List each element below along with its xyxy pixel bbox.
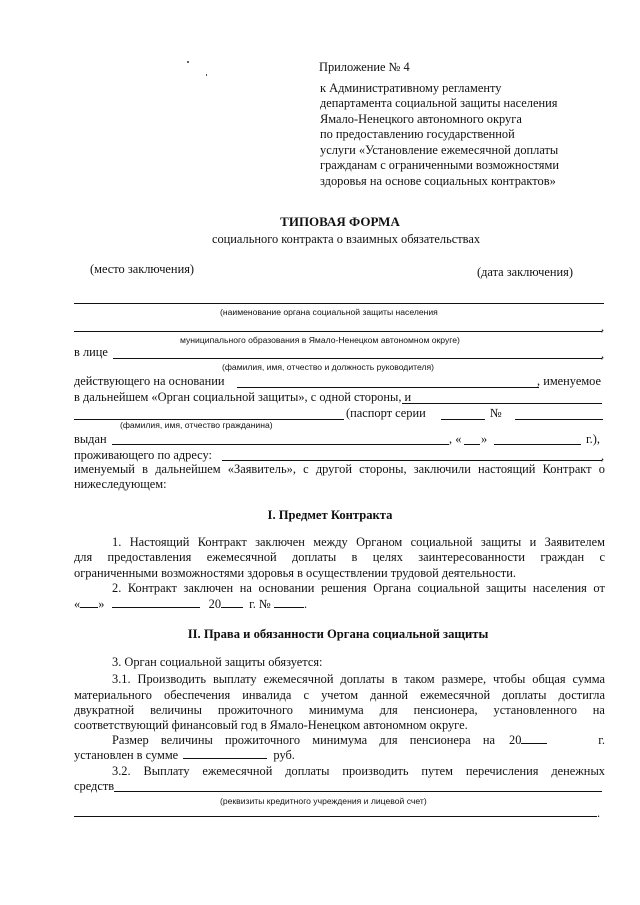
section-1-p1-line2: для предоставления ежемесячной доплаты в целях заинтересованности граждан с — [74, 550, 605, 564]
issued-day-line — [464, 444, 480, 445]
scan-speck — [187, 61, 189, 63]
section-1-p2-line1: 2. Контракт заключен на основании решения Органа социальной защиты населения от — [112, 581, 605, 595]
passport-number-line — [515, 419, 603, 420]
appendix-line: по предоставлению государственной — [320, 127, 515, 141]
acting-on-label: действующего на основании — [74, 374, 225, 388]
issued-date-open: , « — [449, 432, 462, 446]
hereinafter-label: , именуемое — [537, 374, 602, 388]
citizen-caption: (фамилия, имя, отчество гражданина) — [120, 420, 273, 430]
section-1-p2-line2: « » 20 г. № . — [74, 597, 308, 611]
comma: , — [601, 449, 605, 463]
section-2-title: II. Права и обязанности Органа социальной защиты — [187, 627, 489, 641]
appendix-line: Ямало-Ненецкого автономного округа — [320, 111, 522, 126]
section-1-p1-line3: ограниченными возможностями здоровья в осуществлении трудовой деятельности. — [74, 566, 516, 580]
place-label: (место заключения) — [90, 262, 195, 276]
form-title: ТИПОВАЯ ФОРМА — [280, 214, 400, 229]
amount-blank — [183, 748, 267, 759]
issued-by-line — [112, 444, 449, 445]
municipal-caption: муниципального образования в Ямало-Ненецком автономном округе) — [180, 335, 460, 345]
decision-number-blank — [274, 597, 304, 608]
subsistence-year-blank — [521, 733, 547, 744]
passport-series-line — [441, 419, 485, 420]
appendix-block — [320, 60, 559, 189]
section-1-title: I. Предмет Контракта — [267, 508, 393, 522]
appendix-line: к Административному регламенту — [320, 80, 502, 95]
comma: , — [601, 320, 605, 334]
issued-label: выдан — [74, 432, 107, 446]
section-2-p31-line4: соответствующий финансовый год в Ямало-Ненецком автономном округе. — [74, 718, 468, 732]
section-2-p31-line3: двукратной величины прожиточного минимума для пенсионера, установленного на — [74, 703, 605, 717]
organ-name-line — [74, 303, 604, 304]
appendix-line: здоровья на основе социальных контрактов» — [320, 173, 556, 188]
decision-month-blank — [112, 597, 200, 608]
decision-day-blank — [80, 597, 98, 608]
basis-line — [237, 387, 539, 388]
passport-label: (паспорт серии — [346, 406, 426, 420]
issued-date-close: » — [481, 432, 488, 446]
head-caption: (фамилия, имя, отчество и должность руководителя) — [222, 362, 434, 372]
subsistence-amount-line: установлен в сумме руб. — [74, 748, 295, 762]
below-text: нижеследующем: — [74, 477, 167, 491]
party-one-text: в дальнейшем «Орган социальной защиты», с одной стороны, и — [74, 390, 412, 404]
passport-no-label: № — [490, 406, 502, 420]
bank-details-caption: (реквизиты кредитного учреждения и лицевой счет) — [220, 796, 427, 806]
section-2-p31-line1: 3.1. Производить выплату ежемесячной доплаты в таком размере, чтобы общая сумма — [112, 672, 605, 686]
issued-year-label: г.), — [586, 432, 601, 446]
in-person-label: в лице — [74, 345, 108, 359]
subsistence-size-line: Размер величины прожиточного минимума для пенсионера на 20 г. — [112, 733, 605, 747]
account-line-end: . — [597, 806, 601, 820]
address-line — [222, 460, 602, 461]
account-line — [74, 816, 597, 817]
section-1-p1-line1: 1. Настоящий Контракт заключен между Органом социальной защиты и Заявителем — [112, 535, 605, 549]
section-2-p3: 3. Орган социальной защиты обязуется: — [112, 655, 323, 669]
municipal-line — [74, 331, 602, 332]
comma: , — [601, 347, 605, 361]
form-subtitle: социального контракта о взаимных обязательствах — [211, 232, 481, 246]
appendix-line: гражданам с ограниченными возможностями — [320, 158, 559, 172]
funds-label: средств — [74, 779, 115, 793]
residing-label: проживающего по адресу: — [74, 448, 212, 462]
organ-name-caption: (наименование органа социальной защиты населения — [220, 307, 438, 317]
section-2-p31-line2: материального обеспечения инвалида с учетом данной ежемесячной доплаты достигла — [74, 688, 605, 702]
head-name-line — [113, 358, 602, 359]
bank-details-line — [114, 791, 602, 792]
scan-speck — [206, 74, 207, 76]
citizen-line-1 — [402, 403, 602, 404]
appendix-line: услуги «Установление ежемесячной доплаты — [320, 142, 559, 157]
named-applicant-text: именуемый в дальнейшем «Заявитель», с другой стороны, заключили настоящий Контракт о — [74, 462, 605, 476]
section-2-p32-line1: 3.2. Выплату ежемесячной доплаты производить путем перечисления денежных — [112, 764, 605, 778]
appendix-title: Приложение № 4 — [319, 60, 410, 74]
issued-month-line — [494, 444, 581, 445]
date-label: (дата заключения) — [477, 265, 573, 279]
appendix-line: департамента социальной защиты населения — [320, 96, 558, 110]
decision-year-blank — [221, 597, 243, 608]
